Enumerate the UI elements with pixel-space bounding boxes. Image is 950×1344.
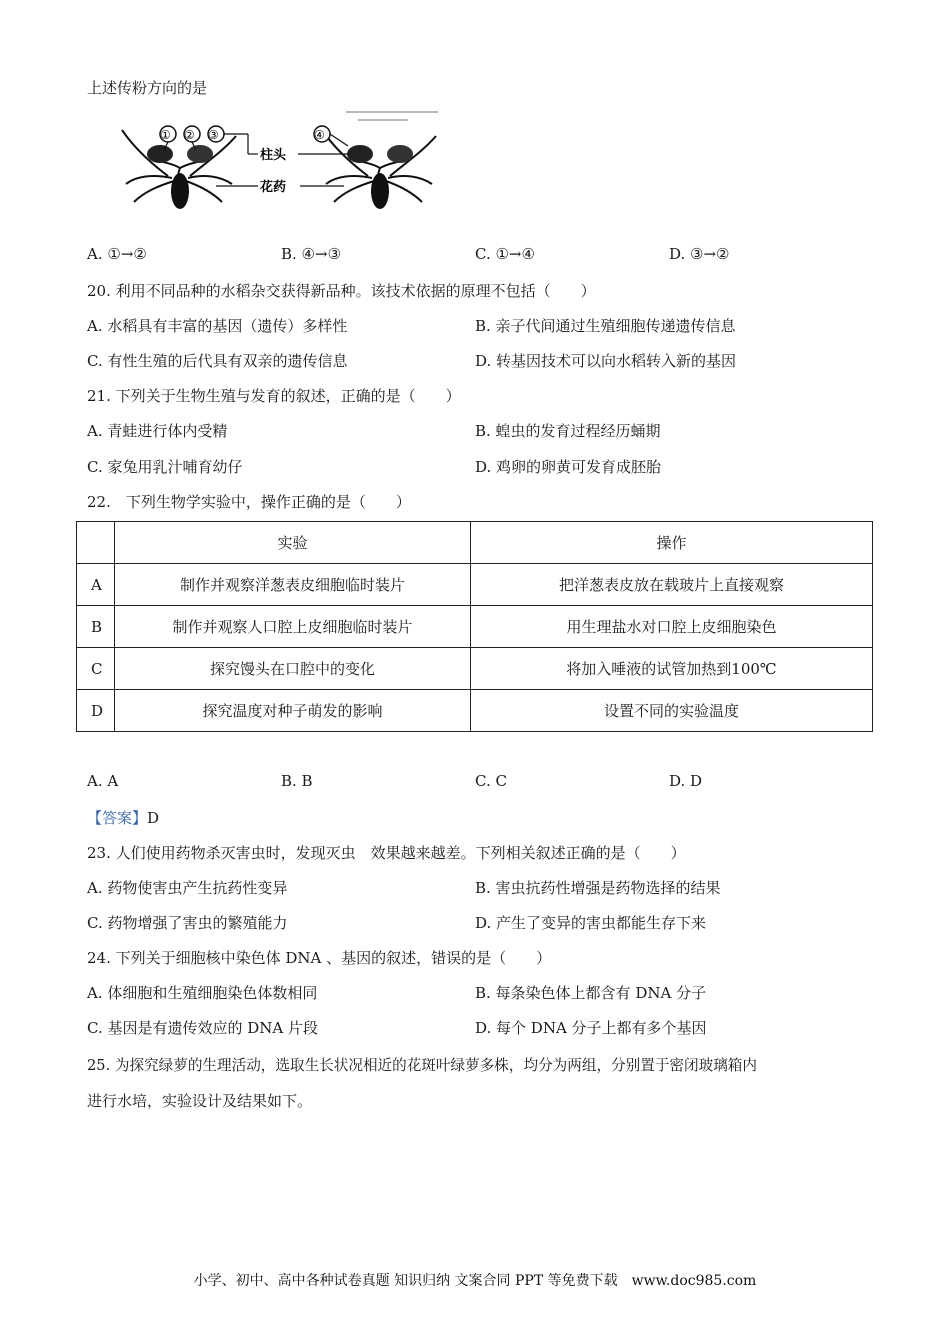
table-cell: B — [77, 606, 115, 648]
table-cell: 制作并观察人口腔上皮细胞临时装片 — [115, 606, 471, 648]
table-row — [77, 564, 873, 606]
q22-option-d[interactable]: D. D — [669, 772, 703, 790]
table-cell: C — [77, 648, 115, 690]
q20-option-d[interactable]: D. 转基因技术可以向水稻转入新的基因 — [475, 352, 737, 370]
q23-option-c[interactable]: C. 药物增强了害虫的繁殖能力 — [87, 914, 288, 932]
q22-answer — [87, 807, 159, 828]
q24-option-b[interactable]: B. 每条染色体上都含有 DNA 分子 — [475, 984, 707, 1002]
q21-option-d[interactable]: D. 鸡卵的卵黄可发育成胚胎 — [475, 458, 662, 476]
q25-stem-line2: 进行水培，实验设计及结果如下。 — [87, 1092, 313, 1110]
q23-stem: 23. 人们使用药物杀灭害虫时，发现灭虫 效果越来越差。下列相关叙述正确的是（ ） — [87, 844, 686, 862]
experiment-table — [76, 521, 873, 732]
figure-label-3: ③ — [208, 128, 219, 142]
figure-label-4: ④ — [314, 128, 325, 142]
table-header-cell: 操作 — [471, 522, 873, 564]
page-footer: 小学、初中、高中各种试卷真题 知识归纳 文案合同 PPT 等免费下载 www.doc985.com — [193, 1273, 757, 1289]
q21-option-b[interactable]: B. 蝗虫的发育过程经历蛹期 — [475, 422, 661, 440]
q22-option-b[interactable]: B. B — [281, 772, 313, 790]
stigma-label: 柱头 — [260, 148, 287, 163]
q24-option-a[interactable]: A. 体细胞和生殖细胞染色体数相同 — [87, 984, 318, 1002]
q23-option-b[interactable]: B. 害虫抗药性增强是药物选择的结果 — [475, 879, 721, 897]
table-row — [77, 648, 873, 690]
q19-option-a[interactable]: A. ①→② — [87, 245, 147, 263]
table-header-row — [77, 522, 873, 564]
q23-option-a[interactable]: A. 药物使害虫产生抗药性变异 — [87, 879, 288, 897]
table-cell: 探究温度对种子萌发的影响 — [115, 690, 471, 732]
q20-option-c[interactable]: C. 有性生殖的后代具有双亲的遗传信息 — [87, 352, 348, 370]
table-header-cell: 实验 — [115, 522, 471, 564]
q21-option-c[interactable]: C. 家兔用乳汁哺育幼仔 — [87, 458, 243, 476]
q19-option-b[interactable]: B. ④→③ — [281, 245, 342, 263]
q23-option-d[interactable]: D. 产生了变异的害虫都能生存下来 — [475, 914, 707, 932]
q24-option-d[interactable]: D. 每个 DNA 分子上都有多个基因 — [475, 1019, 707, 1037]
table-cell: 把洋葱表皮放在载玻片上直接观察 — [471, 564, 873, 606]
q22-stem: 22. 下列生物学实验中，操作正确的是（ ） — [87, 493, 411, 511]
table-header-cell — [77, 522, 115, 564]
answer-value: D — [147, 809, 160, 827]
q19-option-c[interactable]: C. ①→④ — [475, 245, 535, 263]
q21-stem: 21. 下列关于生物生殖与发育的叙述，正确的是（ ） — [87, 387, 461, 405]
q22-option-a[interactable]: A. A — [87, 772, 119, 790]
q24-option-c[interactable]: C. 基因是有遗传效应的 DNA 片段 — [87, 1019, 318, 1037]
table-cell: A — [77, 564, 115, 606]
table-cell: 探究馒头在口腔中的变化 — [115, 648, 471, 690]
q20-option-b[interactable]: B. 亲子代间通过生殖细胞传递遗传信息 — [475, 317, 736, 335]
q19-option-d[interactable]: D. ③→② — [669, 245, 730, 263]
table-cell: 设置不同的实验温度 — [471, 690, 873, 732]
q20-stem: 20. 利用不同品种的水稻杂交获得新品种。该技术依据的原理不包括（ ） — [87, 282, 596, 300]
table-cell: 将加入唾液的试管加热到100℃ — [471, 648, 873, 690]
answer-tag: 【答案】 — [87, 809, 148, 827]
anther-label: 花药 — [260, 180, 287, 195]
q21-option-a[interactable]: A. 青蛙进行体内受精 — [87, 422, 228, 440]
q25-stem-line1: 25. 为探究绿萝的生理活动，选取生长状况相近的花斑叶绿萝多株，均分为两组，分别置于密闭玻璃箱内 — [87, 1057, 757, 1074]
pollination-figure — [108, 106, 448, 218]
q19-stem-tail: 上述传粉方向的是 — [87, 79, 208, 97]
table-cell: 制作并观察洋葱表皮细胞临时装片 — [115, 564, 471, 606]
figure-label-2: ② — [184, 128, 195, 142]
q22-option-c[interactable]: C. C — [475, 772, 507, 790]
table-cell: D — [77, 690, 115, 732]
table-row — [77, 606, 873, 648]
table-row — [77, 690, 873, 732]
table-cell: 用生理盐水对口腔上皮细胞染色 — [471, 606, 873, 648]
q20-option-a[interactable]: A. 水稻具有丰富的基因（遗传）多样性 — [87, 317, 348, 335]
figure-label-1: ① — [160, 128, 171, 142]
q24-stem: 24. 下列关于细胞核中染色体 DNA 、基因的叙述，错误的是（ ） — [87, 949, 552, 967]
